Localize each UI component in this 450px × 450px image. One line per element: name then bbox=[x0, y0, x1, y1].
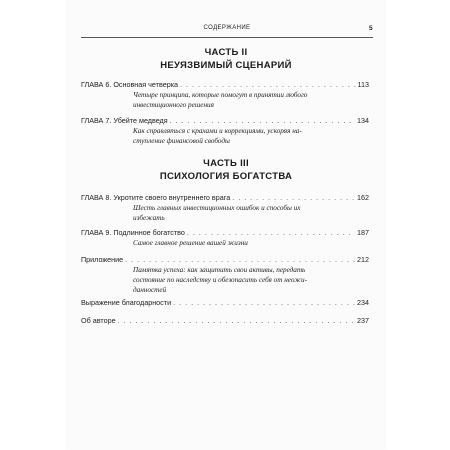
toc-entry-title: ГЛАВА 8. Укротите своего внутреннего врага bbox=[81, 193, 231, 202]
toc-entry-chapter-7[interactable] bbox=[81, 116, 369, 146]
part-heading-2 bbox=[67, 47, 385, 72]
toc-entry-title: Об авторе bbox=[81, 316, 116, 325]
toc-entry-page: 237 bbox=[357, 316, 369, 325]
toc-entry-description bbox=[133, 265, 357, 295]
toc-entry-title: ГЛАВА 6. Основная четверка bbox=[81, 80, 178, 89]
toc-entry-page: 234 bbox=[357, 298, 369, 307]
description-line: ступление финансовой свободы bbox=[133, 137, 230, 145]
toc-entry-page: 187 bbox=[357, 228, 369, 237]
toc-entry-description bbox=[133, 126, 357, 146]
header-title: СОДЕРЖАНИЕ bbox=[203, 25, 251, 31]
toc-entry-chapter-9[interactable] bbox=[81, 228, 369, 248]
toc-entry-acknowledgements[interactable] bbox=[81, 298, 369, 308]
dot-leader bbox=[173, 298, 355, 308]
header-page-number: 5 bbox=[368, 25, 373, 32]
description-line: Самое главное решение вашей жизни bbox=[133, 239, 248, 247]
toc-entry-description bbox=[133, 90, 357, 110]
dot-leader bbox=[187, 228, 355, 238]
running-header bbox=[81, 23, 373, 38]
part-label: ЧАСТЬ III bbox=[203, 158, 249, 169]
description-line: Памятка успеха: как защитить свои активы, передать bbox=[133, 266, 306, 274]
description-line: избежать bbox=[133, 214, 165, 222]
description-line: Как справляться с крахами и коррекциями, ускоряя на- bbox=[133, 127, 302, 135]
dot-leader bbox=[118, 316, 355, 326]
toc-entry-appendix[interactable] bbox=[81, 255, 369, 295]
description-line: данностей bbox=[133, 286, 167, 294]
toc-entry-chapter-8[interactable] bbox=[81, 193, 369, 223]
description-line: Четыре принципа, которые помогут в принятии любого bbox=[133, 91, 308, 99]
description-line: состояние по наследству и обезопасить себя от неожи- bbox=[133, 276, 307, 284]
part-title: ПСИХОЛОГИЯ БОГАТСТВА bbox=[159, 171, 293, 182]
toc-entry-title: ГЛАВА 7. Убейте медведя bbox=[81, 116, 168, 125]
toc-entry-description bbox=[133, 238, 357, 248]
toc-entry-page: 134 bbox=[357, 116, 369, 125]
toc-entry-page: 212 bbox=[357, 255, 369, 264]
part-title: НЕУЯЗВИМЫЙ СЦЕНАРИЙ bbox=[160, 60, 292, 71]
toc-entry-title: ГЛАВА 9. Подлинное богатство bbox=[81, 228, 185, 237]
part-label: ЧАСТЬ II bbox=[204, 47, 248, 58]
dot-leader bbox=[125, 255, 355, 265]
description-line: Шесть главных инвестиционных ошибок и способы их bbox=[133, 204, 301, 212]
part-heading-3 bbox=[67, 158, 385, 183]
toc-entry-page: 162 bbox=[357, 193, 369, 202]
toc-entry-about-author[interactable] bbox=[81, 316, 369, 326]
toc-entry-page: 113 bbox=[357, 80, 369, 89]
description-line: инвестиционного решения bbox=[133, 101, 214, 109]
toc-entry-title: Приложение bbox=[81, 255, 124, 264]
book-page bbox=[67, 0, 385, 450]
toc-entry-description bbox=[133, 203, 357, 223]
dot-leader bbox=[232, 193, 355, 203]
dot-leader bbox=[180, 80, 356, 90]
dot-leader bbox=[170, 116, 355, 126]
toc-entry-chapter-6[interactable] bbox=[81, 80, 369, 110]
toc-entry-title: Выражение благодарности bbox=[81, 298, 172, 307]
